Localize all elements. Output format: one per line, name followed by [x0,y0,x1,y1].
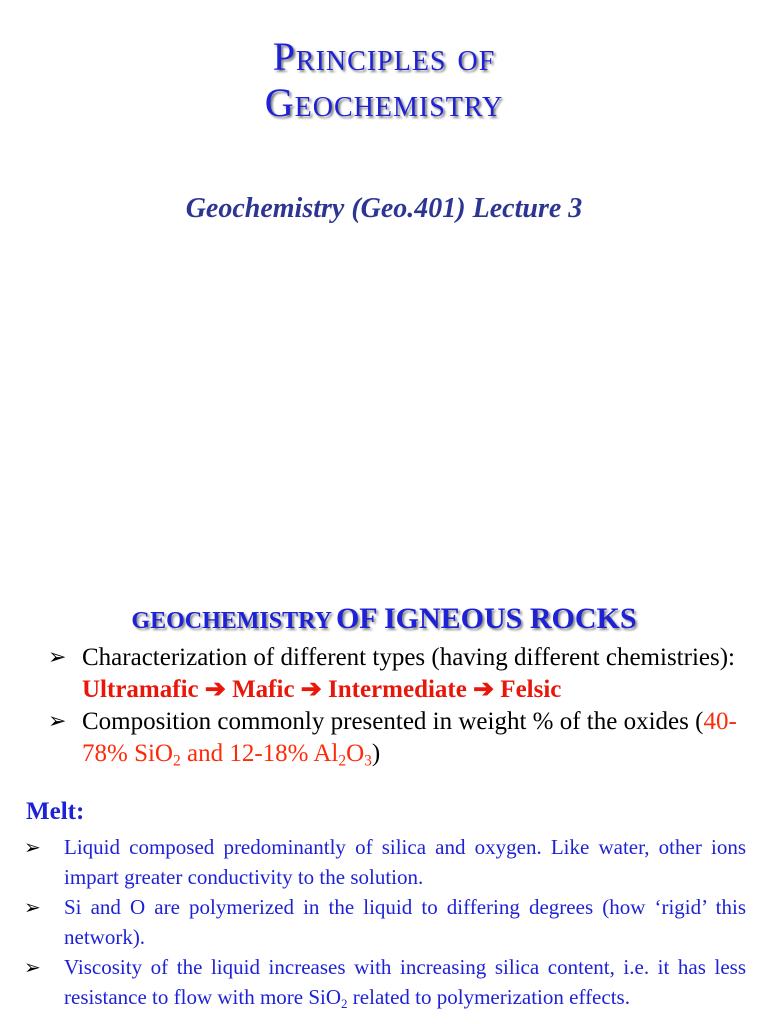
melt-item [24,832,746,892]
melt-item-text: Liquid composed predominantly of silica and oxygen. Like water, other ions impart greater conductivity to the solution. [64,835,746,889]
oxide-text: 40-78% SiO [82,708,737,767]
lecture-subtitle: Geochemistry (Geo.401) Lecture 3 [185,193,583,224]
right-arrow-icon: ➔ [204,676,226,703]
bullet-arrow-icon: ➢ [48,645,67,670]
bullet-arrow-icon: ➢ [24,895,41,919]
melt-item-text: Si and O are polymerized in the liquid to differing degrees (how ‘rigid’ this network). [64,895,746,949]
bullet-characterization [48,642,748,706]
melt-item [24,952,746,1012]
bullet-arrow-icon: ➢ [24,955,41,979]
subscript: 3 [364,752,372,770]
subscript: 2 [172,752,181,770]
bullet-close: ) [371,740,381,767]
melt-item-text: related to polymerization effects. [347,985,630,1009]
title-line-1: Principles of [272,34,496,79]
subscript: 2 [341,995,348,1011]
igneous-bullets [48,642,748,770]
rock-type: Intermediate [328,676,467,703]
right-arrow-icon: ➔ [473,676,495,703]
slide-title-heading [0,34,768,126]
rock-type: Mafic [232,676,295,703]
melt-heading: Melt: [26,798,85,825]
melt-item-text: Viscosity of the liquid increases with increasing silica content, i.e. it has less resistance to flow with more SiO [64,955,746,1009]
subscript: 2 [338,752,347,770]
oxide-text: O [346,740,365,767]
rock-type: Ultramafic [82,676,199,703]
slide-igneous-rocks [0,580,768,1024]
title-line-2: Geochemistry [264,80,504,125]
heading-part-2: OF IGNEOUS ROCKS [335,602,637,635]
oxide-text: and 12-18% Al [180,740,339,767]
rock-type: Felsic [500,676,562,703]
bullet-composition [48,706,748,770]
melt-list [24,832,746,1012]
bullet-arrow-icon: ➢ [48,709,67,734]
bullet-arrow-icon: ➢ [24,835,41,859]
right-arrow-icon: ➔ [300,676,322,703]
heading-part-1: GEOCHEMISTRY [131,608,332,634]
igneous-heading [0,602,768,636]
melt-item [24,892,746,952]
bullet-text: Characterization of different types (having different chemistries): [82,644,735,671]
bullet-text: Composition commonly presented in weight % of the oxides ( [82,708,704,735]
rock-sequence [82,674,748,706]
